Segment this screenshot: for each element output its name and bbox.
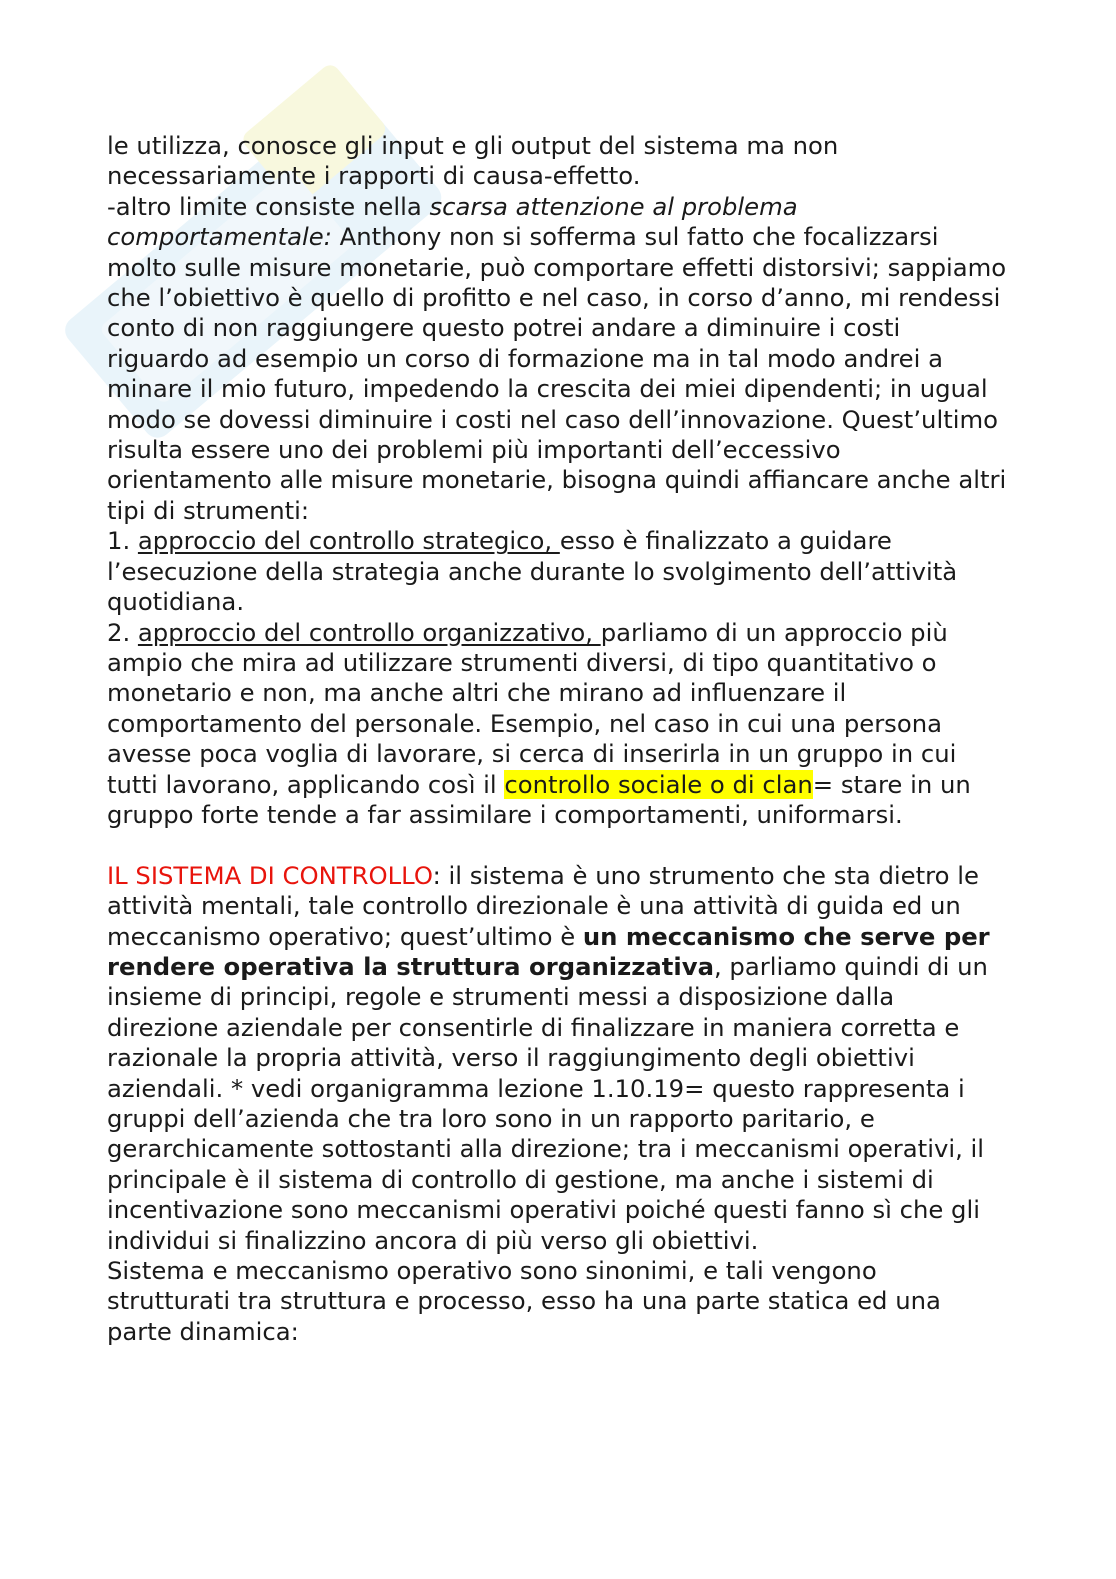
strategic-body: esso è finalizzato a guidare l’esecuzione della strategia anche durante lo svolgimento dell’attività quotidiana.	[107, 526, 958, 617]
paragraph-limit	[107, 192, 1007, 526]
organizational-tail: = stare in un gruppo forte tende a far assimilare i comportamenti, uniformarsi.	[107, 769, 971, 829]
limit-body: Anthony non si sofferma sul fatto che focalizzarsi molto sulle misure monetarie, può comportare effetti distorsivi; sappiamo che l’obiettivo è quello di profitto e nel caso, in corso d’anno, mi rendessi conto di non raggiungere questo potrei andare a diminuire i costi riguardo ad esempio un corso di formazione ma in tal modo andrei a minare il mio futuro, impedendo la crescita dei miei dipendenti; in ugual modo se dovessi diminuire i costi nel caso dell’innovazione. Quest’ultimo risulta essere uno dei problemi più importanti dell’eccessivo orientamento alle misure monetarie, bisogna quindi affiancare anche altri tipi di strumenti:	[107, 222, 1007, 525]
organizational-number: 2.	[107, 617, 138, 647]
strategic-number: 1.	[107, 526, 138, 556]
limit-lead: -altro limite consiste nella	[107, 191, 430, 221]
organizational-term: approccio del controllo organizzativo,	[137, 617, 601, 647]
highlight-clan-control: controllo sociale o di clan	[504, 769, 813, 799]
paragraph-organizational	[107, 618, 1007, 831]
paragraph-strategic	[107, 526, 1007, 617]
paragraph-control-system	[107, 861, 1007, 1256]
organizational-body: parliamo di un approccio più ampio che mira ad utilizzare strumenti diversi, di tipo quantitativo o monetario e non, ma anche altri che mirano ad influenzare il comportamento del personale. Esempio, nel caso in cui una persona avesse poca voglia di lavorare, si cerca di inserirla in un gruppo in cui tutti lavorano, applicando così il	[107, 617, 957, 799]
control-system-body: : il sistema è uno strumento che sta dietro le attività mentali, tale controllo direzionale è una attività di guida ed un meccanismo operativo; quest’ultimo è	[107, 860, 979, 951]
document-body	[107, 131, 1007, 1347]
control-system-bold: un meccanismo che serve per rendere operativa la struttura organizzativa	[107, 921, 990, 981]
paragraph-synonyms	[107, 1256, 1007, 1347]
blank-line	[107, 830, 1007, 860]
limit-emphasis: scarsa attenzione al problema comportamentale:	[107, 191, 798, 252]
control-system-rest: , parliamo quindi di un insieme di principi, regole e strumenti messi a disposizione dalla direzione aziendale per consentirle di finalizzare in maniera corretta e razionale la propria attività, verso il raggiungimento degli obiettivi aziendali. * vedi organigramma lezione 1.10.19= questo rappresenta i gruppi dell’azienda che tra loro sono in un rapporto paritario, e gerarchicamente sottostanti alla direzione; tra i meccanismi operativi, il principale è il sistema di controllo di gestione, ma anche i sistemi di incentivazione sono meccanismi operativi poiché questi fanno sì che gli individui si finalizzino ancora di più verso gli obiettivi.	[107, 951, 988, 1255]
paragraph-intro	[107, 131, 1007, 192]
synonyms-text: Sistema e meccanismo operativo sono sinonimi, e tali vengono strutturati tra struttura e processo, esso ha una parte statica ed una parte dinamica:	[107, 1256, 941, 1346]
intro-text: le utilizza, conosce gli input e gli output del sistema ma non necessariamente i rapporti di causa-effetto.	[107, 131, 839, 191]
section-heading: IL SISTEMA DI CONTROLLO	[107, 860, 433, 890]
strategic-term: approccio del controllo strategico,	[137, 526, 560, 556]
